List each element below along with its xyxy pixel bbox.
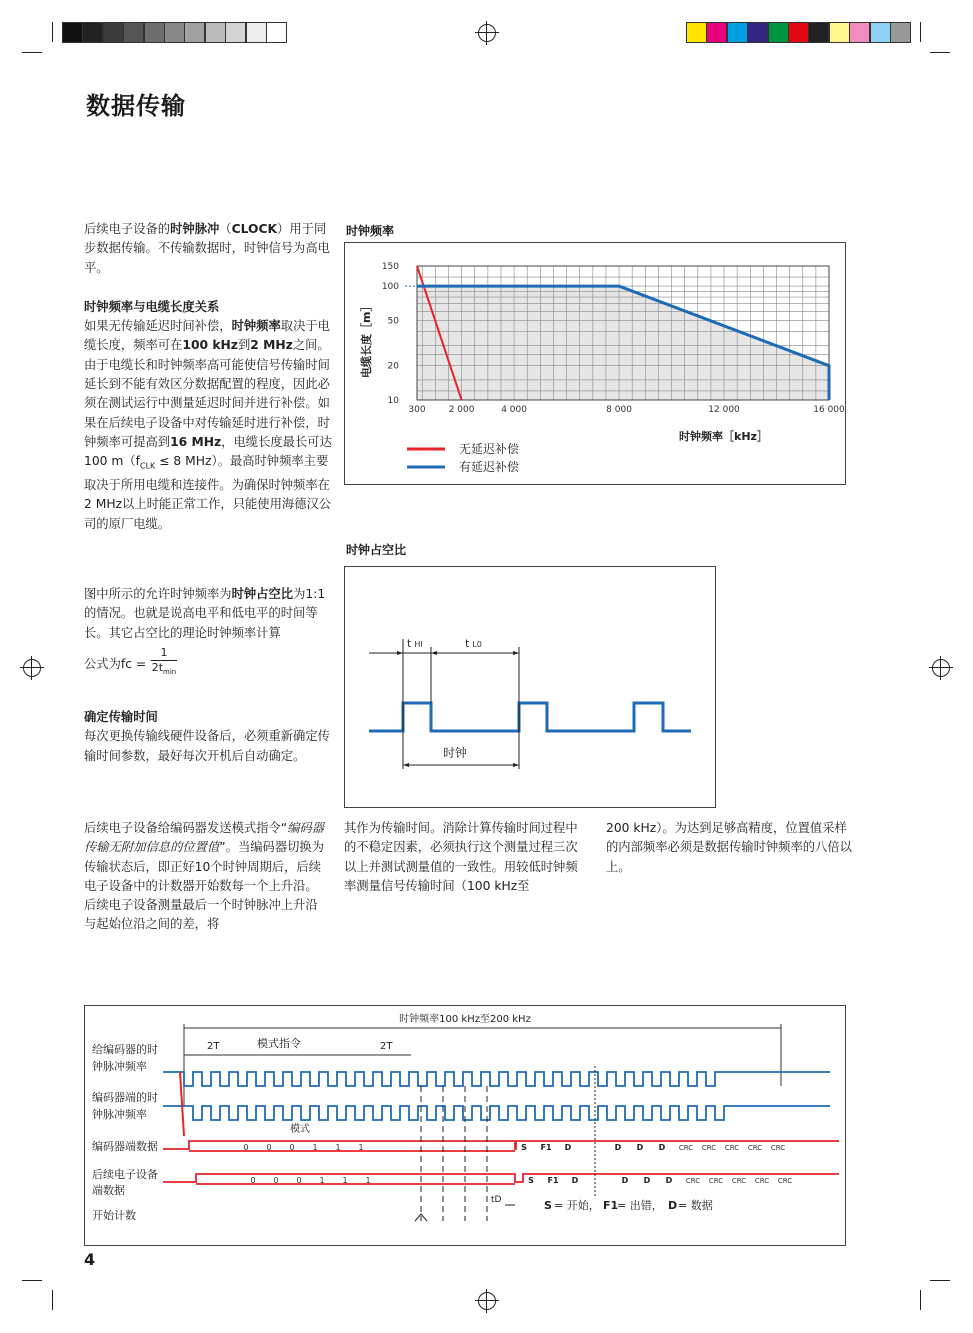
registration-mark-icon <box>23 659 41 677</box>
legend-d: D <box>668 1199 678 1212</box>
legend-d-text: = 数据 <box>678 1199 713 1212</box>
td-label: tD <box>491 1195 502 1205</box>
row-label: 编码器端数据 <box>92 1140 158 1153</box>
duty-cycle-diagram <box>345 567 715 807</box>
legend-s: S <box>544 1199 552 1212</box>
x-tick-label: 16 000 <box>813 405 845 415</box>
crc-label: CRC <box>685 1177 701 1185</box>
paragraph-middle: 其作为传输时间。消除计算传输时间过程中的不稳定因素，必须执行这个测量过程三次以上并测试测量值的一致性。用较低时钟频率测量信号传输时间（100 kHz至 <box>344 821 578 893</box>
gray-swatch <box>123 22 144 43</box>
data-bit: 0 <box>250 1176 256 1185</box>
paragraph-duty-cycle: 图中所示的允许时钟频率为时钟占空比为1:1的情况。也就是说高电平和低电平的时间等长。其它占空比的理论时钟频率计算 <box>84 587 326 640</box>
crc-label: CRC <box>777 1177 793 1185</box>
gray-swatch <box>184 22 205 43</box>
heading-transmission-time: 确定传输时间 <box>84 710 158 724</box>
gray-swatch <box>62 22 83 43</box>
gray-swatch <box>225 22 246 43</box>
frame-label: D <box>636 1143 644 1152</box>
frame-label: D <box>643 1176 651 1185</box>
row-label: 后续电子设备 <box>92 1168 158 1181</box>
t2-left: 2T <box>207 1041 220 1052</box>
y-tick-label: 150 <box>381 262 399 272</box>
crop-mark-icon <box>22 1280 42 1281</box>
frame-label: S <box>528 1176 534 1185</box>
frame-label: D <box>658 1143 666 1152</box>
color-swatch <box>849 22 870 43</box>
row-label: 开始计数 <box>92 1209 136 1222</box>
crc-label: CRC <box>731 1177 747 1185</box>
duty-frame <box>344 566 716 808</box>
data-bit: 1 <box>365 1176 371 1185</box>
x-tick-label: 2 000 <box>448 405 475 415</box>
color-swatch <box>727 22 748 43</box>
color-swatch <box>788 22 809 43</box>
legend-f1-text: = 出错， <box>617 1199 663 1212</box>
frame-label: D <box>665 1176 673 1185</box>
crop-mark-icon <box>52 22 53 42</box>
crc-label: CRC <box>701 1144 717 1152</box>
color-swatch <box>706 22 727 43</box>
crc-label: CRC <box>770 1144 786 1152</box>
registration-mark-icon <box>932 659 950 677</box>
y-tick-label: 50 <box>387 316 399 327</box>
data-bit: 1 <box>358 1143 364 1152</box>
color-swatch <box>890 22 911 43</box>
crc-label: CRC <box>747 1144 763 1152</box>
clock-waveform <box>369 703 691 731</box>
timing-header: 时钟频率100 kHz至200 kHz <box>399 1014 531 1025</box>
y-tick-label: 100 <box>381 282 399 293</box>
mode-command-label: 模式指令 <box>257 1037 301 1050</box>
paragraph-transmission-time: 每次更换传输线硬件设备后，必须重新确定传输时间参数，最好每次开机后自动确定。 <box>84 729 330 763</box>
page-title: 数据传输 <box>86 92 186 120</box>
chart-caption: 时钟频率 <box>346 224 395 238</box>
registration-mark-icon <box>478 1292 496 1310</box>
gray-swatch <box>266 22 287 43</box>
row-label: 端数据 <box>92 1184 125 1197</box>
y-axis-label: 电缆长度［m］ <box>360 300 373 378</box>
left-column <box>84 220 332 534</box>
tlo-label: t L0 <box>465 637 482 650</box>
crop-mark-icon <box>920 22 921 42</box>
data-bit: 0 <box>273 1176 279 1185</box>
color-swatch <box>808 22 829 43</box>
crc-label: CRC <box>754 1177 770 1185</box>
frame-label: F1 <box>547 1176 559 1185</box>
color-swatch <box>829 22 850 43</box>
frequency-cable-chart <box>345 243 845 484</box>
legend-s-text: = 开始， <box>554 1199 600 1212</box>
t2-right: 2T <box>380 1041 393 1052</box>
crop-mark-icon <box>930 52 950 53</box>
thi-label: t HI <box>407 637 423 650</box>
crc-label: CRC <box>724 1144 740 1152</box>
x-tick-label: 4 000 <box>501 405 527 415</box>
clock-label: 时钟 <box>443 746 468 760</box>
data-bit: 0 <box>266 1143 272 1152</box>
gray-swatch <box>82 22 103 43</box>
timing-diagram <box>85 1006 845 1245</box>
x-tick-label: 12 000 <box>708 405 740 415</box>
crop-mark-icon <box>920 1290 921 1310</box>
crc-label: CRC <box>708 1177 724 1185</box>
data-bit: 1 <box>335 1143 341 1152</box>
data-bit: 1 <box>342 1176 348 1185</box>
mode-label: 模式 <box>290 1124 310 1135</box>
legend-label: 有延迟补偿 <box>459 460 520 474</box>
data-bit: 1 <box>319 1176 325 1185</box>
encoder-clock-wave <box>163 1072 830 1086</box>
data-bit: 1 <box>312 1143 318 1152</box>
duty-caption: 时钟占空比 <box>346 543 407 557</box>
legend-label: 无延迟补偿 <box>459 442 520 456</box>
crop-mark-icon <box>930 1280 950 1281</box>
y-tick-label: 20 <box>387 361 399 372</box>
frame-label: F1 <box>540 1143 552 1152</box>
data-bit: 0 <box>296 1176 302 1185</box>
timing-frame <box>84 1005 846 1246</box>
color-swatch <box>768 22 789 43</box>
gray-swatch <box>103 22 124 43</box>
crop-mark-icon <box>52 1290 53 1310</box>
registration-mark-icon <box>478 24 496 42</box>
data-bit: 0 <box>289 1143 295 1152</box>
row-label: 给编码器的时 <box>92 1043 158 1056</box>
gray-swatch <box>144 22 165 43</box>
paragraph-frequency-cable: 如果无传输延迟时间补偿，时钟频率取决于电缆长度，频率可在100 kHz到2 MHz之间。由于电缆长和时钟频率高可能使信号传输时间延长到不能有效区分数据配置的程度，因此必须在测试运行中测量延迟时间并进行补偿。如果在后续电子设备中对传输延时进行补偿，时钟频率可提高到16 MHz，电缆长度最长可达100 $m(f_{CLK} \le 8$ MHz）。最高时钟频率主要取决于所用电缆和连接件。为确保时钟频率在2 MHz以上时能正常工作，只能使用海德汉公司的原厂电缆。 <box>84 319 332 531</box>
row-label: 钟脉冲频率 <box>92 1108 147 1121</box>
page-number: 4 <box>84 1250 96 1269</box>
row-label: 钟脉冲频率 <box>92 1060 147 1073</box>
paragraph-clock: 后续电子设备的时钟脉冲（CLOCK）用于同步数据传输。不传输数据时，时钟信号为高电平。 <box>84 222 330 275</box>
transmission-time-section <box>84 708 332 766</box>
legend-f1: F1 <box>603 1199 619 1212</box>
gray-swatch <box>246 22 267 43</box>
color-swatch <box>686 22 707 43</box>
x-tick-label: 300 <box>408 405 426 415</box>
paragraph-mode-command: 后续电子设备给编码器发送模式指令“编码器传输无附加信息的位置值”。当编码器切换为传输状态后，即正好10个时钟周期后，后续电子设备中的计数器开始数每一个上升沿。后续电子设备测量最后一个时钟脉冲上升沿与起始位沿之间的差，将 <box>84 821 325 932</box>
data-bit: 0 <box>243 1143 249 1152</box>
frame-label: D <box>564 1143 572 1152</box>
color-swatch <box>870 22 891 43</box>
frame-label: D <box>571 1176 579 1185</box>
heading-frequency-cable: 时钟频率与电缆长度关系 <box>84 299 220 314</box>
paragraph-right: 200 kHz）。为达到足够高精度，位置值采样的内部频率必须是数据传输时钟频率的八倍以上。 <box>606 821 852 874</box>
gray-swatch <box>205 22 226 43</box>
frame-label: D <box>614 1143 622 1152</box>
row-label: 编码器端的时 <box>92 1091 158 1104</box>
x-axis-label: 时钟频率［kHz］ <box>679 430 768 443</box>
x-tick-label: 8 000 <box>606 405 632 415</box>
crop-mark-icon <box>22 52 42 53</box>
color-swatch <box>747 22 768 43</box>
y-tick-label: 10 <box>387 396 399 406</box>
crc-label: CRC <box>678 1144 694 1152</box>
encoder-side-clock-wave <box>163 1106 830 1120</box>
gray-swatch <box>164 22 185 43</box>
frame-label: S <box>521 1143 527 1152</box>
chart-frame <box>344 242 846 485</box>
frame-label: D <box>621 1176 629 1185</box>
